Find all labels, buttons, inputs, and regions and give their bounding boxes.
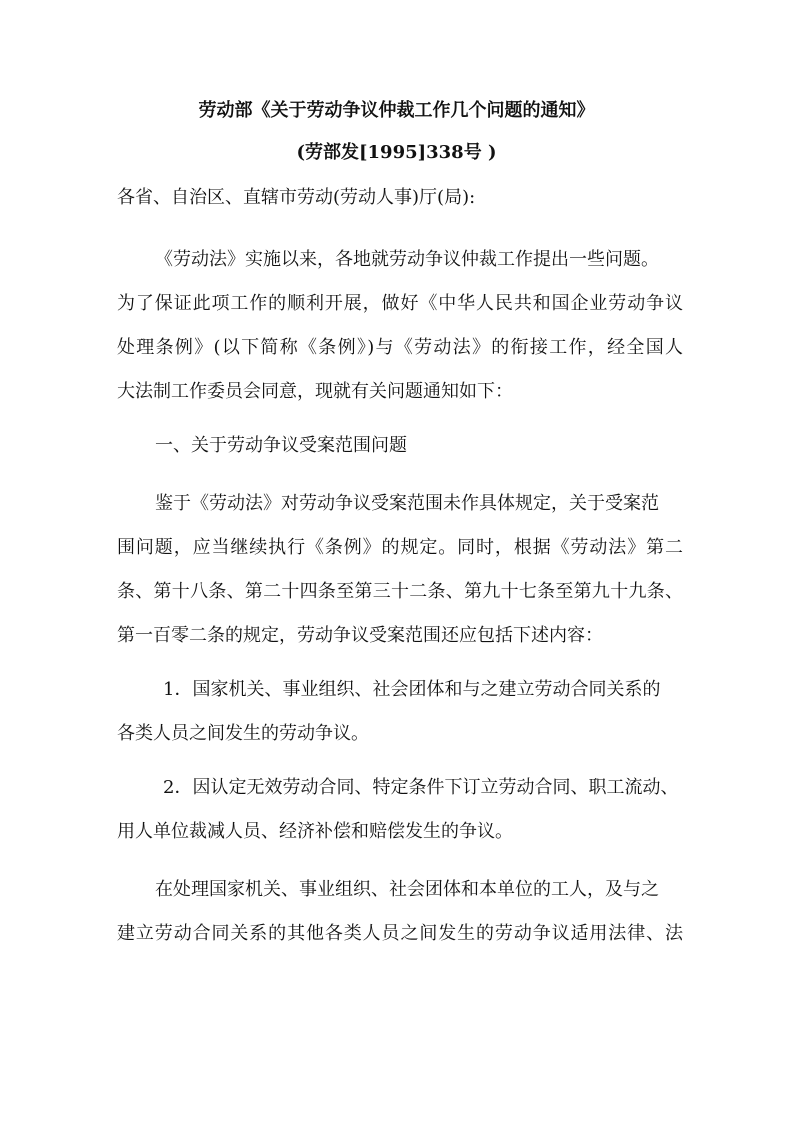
paragraph-line: 为了保证此项工作的顺利开展，做好《中华人民共和国企业劳动争议: [117, 293, 683, 314]
list-item: 2．因认定无效劳动合同、特定条件下订立劳动合同、职工流动、: [163, 777, 679, 798]
list-item-continuation: 各类人员之间发生的劳动争议。: [117, 723, 369, 744]
document-number: (劳部发[1995]338号 ): [296, 142, 497, 163]
list-item-continuation: 用人单位裁减人员、经济补偿和赔偿发生的争议。: [117, 821, 513, 842]
salutation: 各省、自治区、直辖市劳动(劳动人事)厅(局):: [117, 187, 476, 208]
paragraph-line: 鉴于《劳动法》对劳动争议受案范围未作具体规定，关于受案范: [155, 493, 659, 514]
paragraph-line: 建立劳动合同关系的其他各类人员之间发生的劳动争议适用法律、法: [117, 923, 683, 944]
paragraph-line: 条、第十八条、第二十四条至第三十二条、第九十七条至第九十九条、: [117, 581, 683, 602]
document-title: 劳动部《关于劳动争议仲裁工作几个问题的通知》: [198, 100, 595, 121]
paragraph-line: 第一百零二条的规定，劳动争议受案范围还应包括下述内容：: [117, 625, 603, 646]
paragraph-line: 围问题，应当继续执行《条例》的规定。同时，根据《劳动法》第二: [117, 537, 683, 558]
paragraph-line: 处理条例》(以下简称《条例》)与《劳动法》的衔接工作，经全国人: [117, 337, 683, 358]
paragraph-line: 大法制工作委员会同意，现就有关问题通知如下：: [117, 381, 513, 402]
paragraph-line: 在处理国家机关、事业组织、社会团体和本单位的工人，及与之: [155, 879, 659, 900]
list-item: 1．国家机关、事业组织、社会团体和与之建立劳动合同关系的: [163, 679, 661, 700]
section-heading: 一、关于劳动争议受案范围问题: [155, 435, 407, 456]
paragraph-line: 《劳动法》实施以来，各地就劳动争议仲裁工作提出一些问题。: [155, 249, 659, 270]
